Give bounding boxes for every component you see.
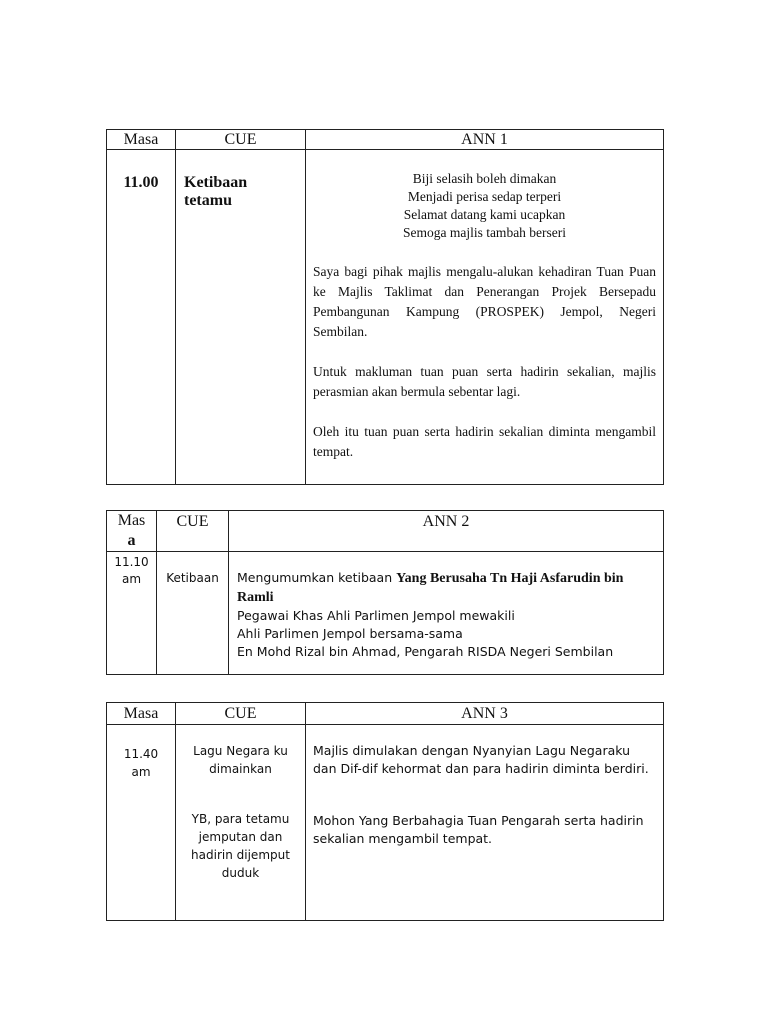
masa-cell bbox=[107, 725, 176, 921]
guest-name: Yang Berusaha Tn Haji Asfarudin bin Ramli bbox=[237, 571, 624, 605]
table-row bbox=[107, 552, 664, 675]
header-cue: CUE bbox=[157, 511, 229, 552]
masa-cell bbox=[107, 552, 157, 675]
table-row bbox=[107, 150, 664, 485]
table-header-row bbox=[107, 130, 664, 150]
pantun-line: Semoga majlis tambah berseri bbox=[402, 225, 567, 240]
header-ann: ANN 3 bbox=[306, 703, 664, 725]
ann-text: Mohon Yang Berbahagia Tuan Pengarah serta hadirin sekalian mengambil tempat. bbox=[313, 813, 644, 846]
pantun-line: Selamat datang kami ucapkan bbox=[403, 207, 566, 222]
paragraph: Untuk makluman tuan puan serta hadirin sekalian, majlis perasmian akan bermula sebentar lagi. bbox=[313, 364, 656, 399]
cue-cell: Ketibaan tetamu bbox=[176, 150, 306, 485]
masa-time: 11.40 bbox=[123, 747, 159, 761]
pantun-line: Menjadi perisa sedap terperi bbox=[407, 189, 562, 204]
pantun-verse bbox=[313, 170, 656, 242]
cue-cell bbox=[176, 725, 306, 921]
announcement-table-1 bbox=[106, 129, 664, 485]
ann-line: Ahli Parlimen Jempol bersama-sama bbox=[237, 626, 463, 641]
ann-cell bbox=[306, 150, 664, 485]
header-cue: CUE bbox=[176, 130, 306, 150]
pantun-line: Biji selasih boleh dimakan bbox=[412, 171, 557, 186]
header-ann: ANN 1 bbox=[306, 130, 664, 150]
header-cue: CUE bbox=[176, 703, 306, 725]
ann-text: Majlis dimulakan dengan Nyanyian Lagu Negaraku dan Dif-dif kehormat dan para hadirin diminta berdiri. bbox=[313, 743, 649, 776]
masa-cell: 11.00 bbox=[107, 150, 176, 485]
paragraph: Saya bagi pihak majlis mengalu-alukan kehadiran Tuan Puan ke Majlis Taklimat dan Penerangan Projek Bersepadu Pembangunan Kampung (PROSPEK) Jempol, Negeri Sembilan. bbox=[313, 264, 656, 339]
masa-ampm: am bbox=[131, 765, 151, 779]
masa-ampm: am bbox=[121, 572, 142, 586]
ann-line-prefix: Mengumumkan ketibaan bbox=[237, 570, 397, 585]
table-header-row bbox=[107, 703, 664, 725]
header-masa bbox=[107, 511, 157, 552]
table-row bbox=[107, 725, 664, 921]
ann-line bbox=[237, 569, 657, 607]
ann-line: En Mohd Rizal bin Ahmad, Pengarah RISDA Negeri Sembilan bbox=[237, 644, 614, 659]
cue-text: Lagu Negara ku dimainkan bbox=[193, 744, 288, 776]
paragraph: Oleh itu tuan puan serta hadirin sekalian diminta mengambil tempat. bbox=[313, 424, 656, 459]
masa-time: 11.10 bbox=[114, 555, 149, 569]
ann-line: Pegawai Khas Ahli Parlimen Jempol mewakili bbox=[237, 608, 515, 623]
header-masa: Masa bbox=[107, 130, 176, 150]
table-header-row bbox=[107, 511, 664, 552]
cue-text: YB, para tetamu jemputan dan hadirin dijemput duduk bbox=[191, 812, 290, 880]
announcement-table-3 bbox=[106, 702, 664, 921]
header-masa-line: Mas bbox=[117, 512, 146, 529]
header-masa: Masa bbox=[107, 703, 176, 725]
announcement-table-2 bbox=[106, 510, 664, 675]
ann-cell bbox=[229, 552, 664, 675]
header-masa-line: a bbox=[127, 532, 136, 549]
ann-cell bbox=[306, 725, 664, 921]
cue-cell: Ketibaan bbox=[157, 552, 229, 675]
header-ann: ANN 2 bbox=[229, 511, 664, 552]
